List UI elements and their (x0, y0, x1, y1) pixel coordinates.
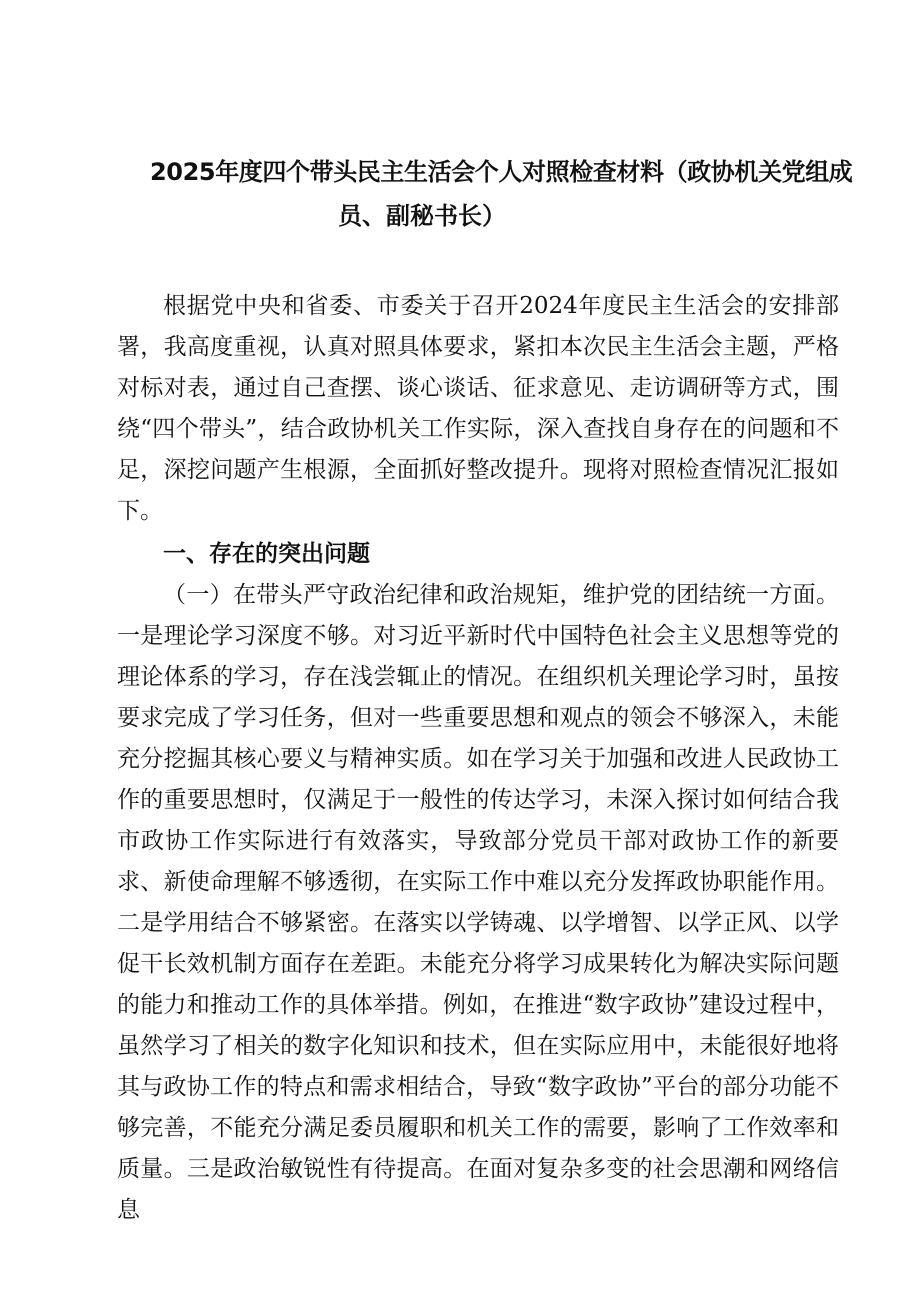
intro-paragraph: 根据党中央和省委、市委关于召开2024年度民主生活会的安排部署，我高度重视，认真对照具体要求，紧扣本次民主生活会主题，严格对标对表，通过自己查摆、谈心谈话、征求意见、走访调研等方式，围绕“四个带头”，结合政协机关工作实际，深入查找自身存在的问题和不足，深挖问题产生根源，全面抓好整改提升。现将对照检查情况汇报如下。 (117, 293, 839, 524)
title-line-1: 2025年度四个带头民主生活会个人对照检查材料（政协机关党组成 (150, 158, 853, 186)
document-title (150, 150, 853, 238)
document-body (117, 286, 839, 1231)
title-line-2: 员、副秘书长） (338, 202, 506, 230)
section-heading-problems: 一、存在的突出问题 (163, 541, 370, 567)
section-paragraph-political-discipline: （一）在带头严守政治纪律和政治规矩，维护党的团结统一方面。一是理论学习深度不够。对习近平新时代中国特色社会主义思想等党的理论体系的学习，存在浅尝辄止的情况。在组织机关理论学习时，虽按要求完成了学习任务，但对一些重要思想和观点的领会不够深入，未能充分挖掘其核心要义与精神实质。如在学习关于加强和改进人民政协工作的重要思想时，仅满足于一般性的传达学习，未深入探讨如何结合我市政协工作实际进行有效落实，导致部分党员干部对政协工作的新要求、新使命理解不够透彻，在实际工作中难以充分发挥政协职能作用。二是学用结合不够紧密。在落实以学铸魂、以学增智、以学正风、以学促干长效机制方面存在差距。未能充分将学习成果转化为解决实际问题的能力和推动工作的具体举措。例如，在推进“数字政协”建设过程中，虽然学习了相关的数字化知识和技术，但在实际应用中，未能很好地将其与政协工作的特点和需求相结合，导致“数字政协”平台的部分功能不够完善，不能充分满足委员履职和机关工作的需要，影响了工作效率和质量。三是政治敏锐性有待提高。在面对复杂多变的社会思潮和网络信息 (117, 582, 839, 1223)
